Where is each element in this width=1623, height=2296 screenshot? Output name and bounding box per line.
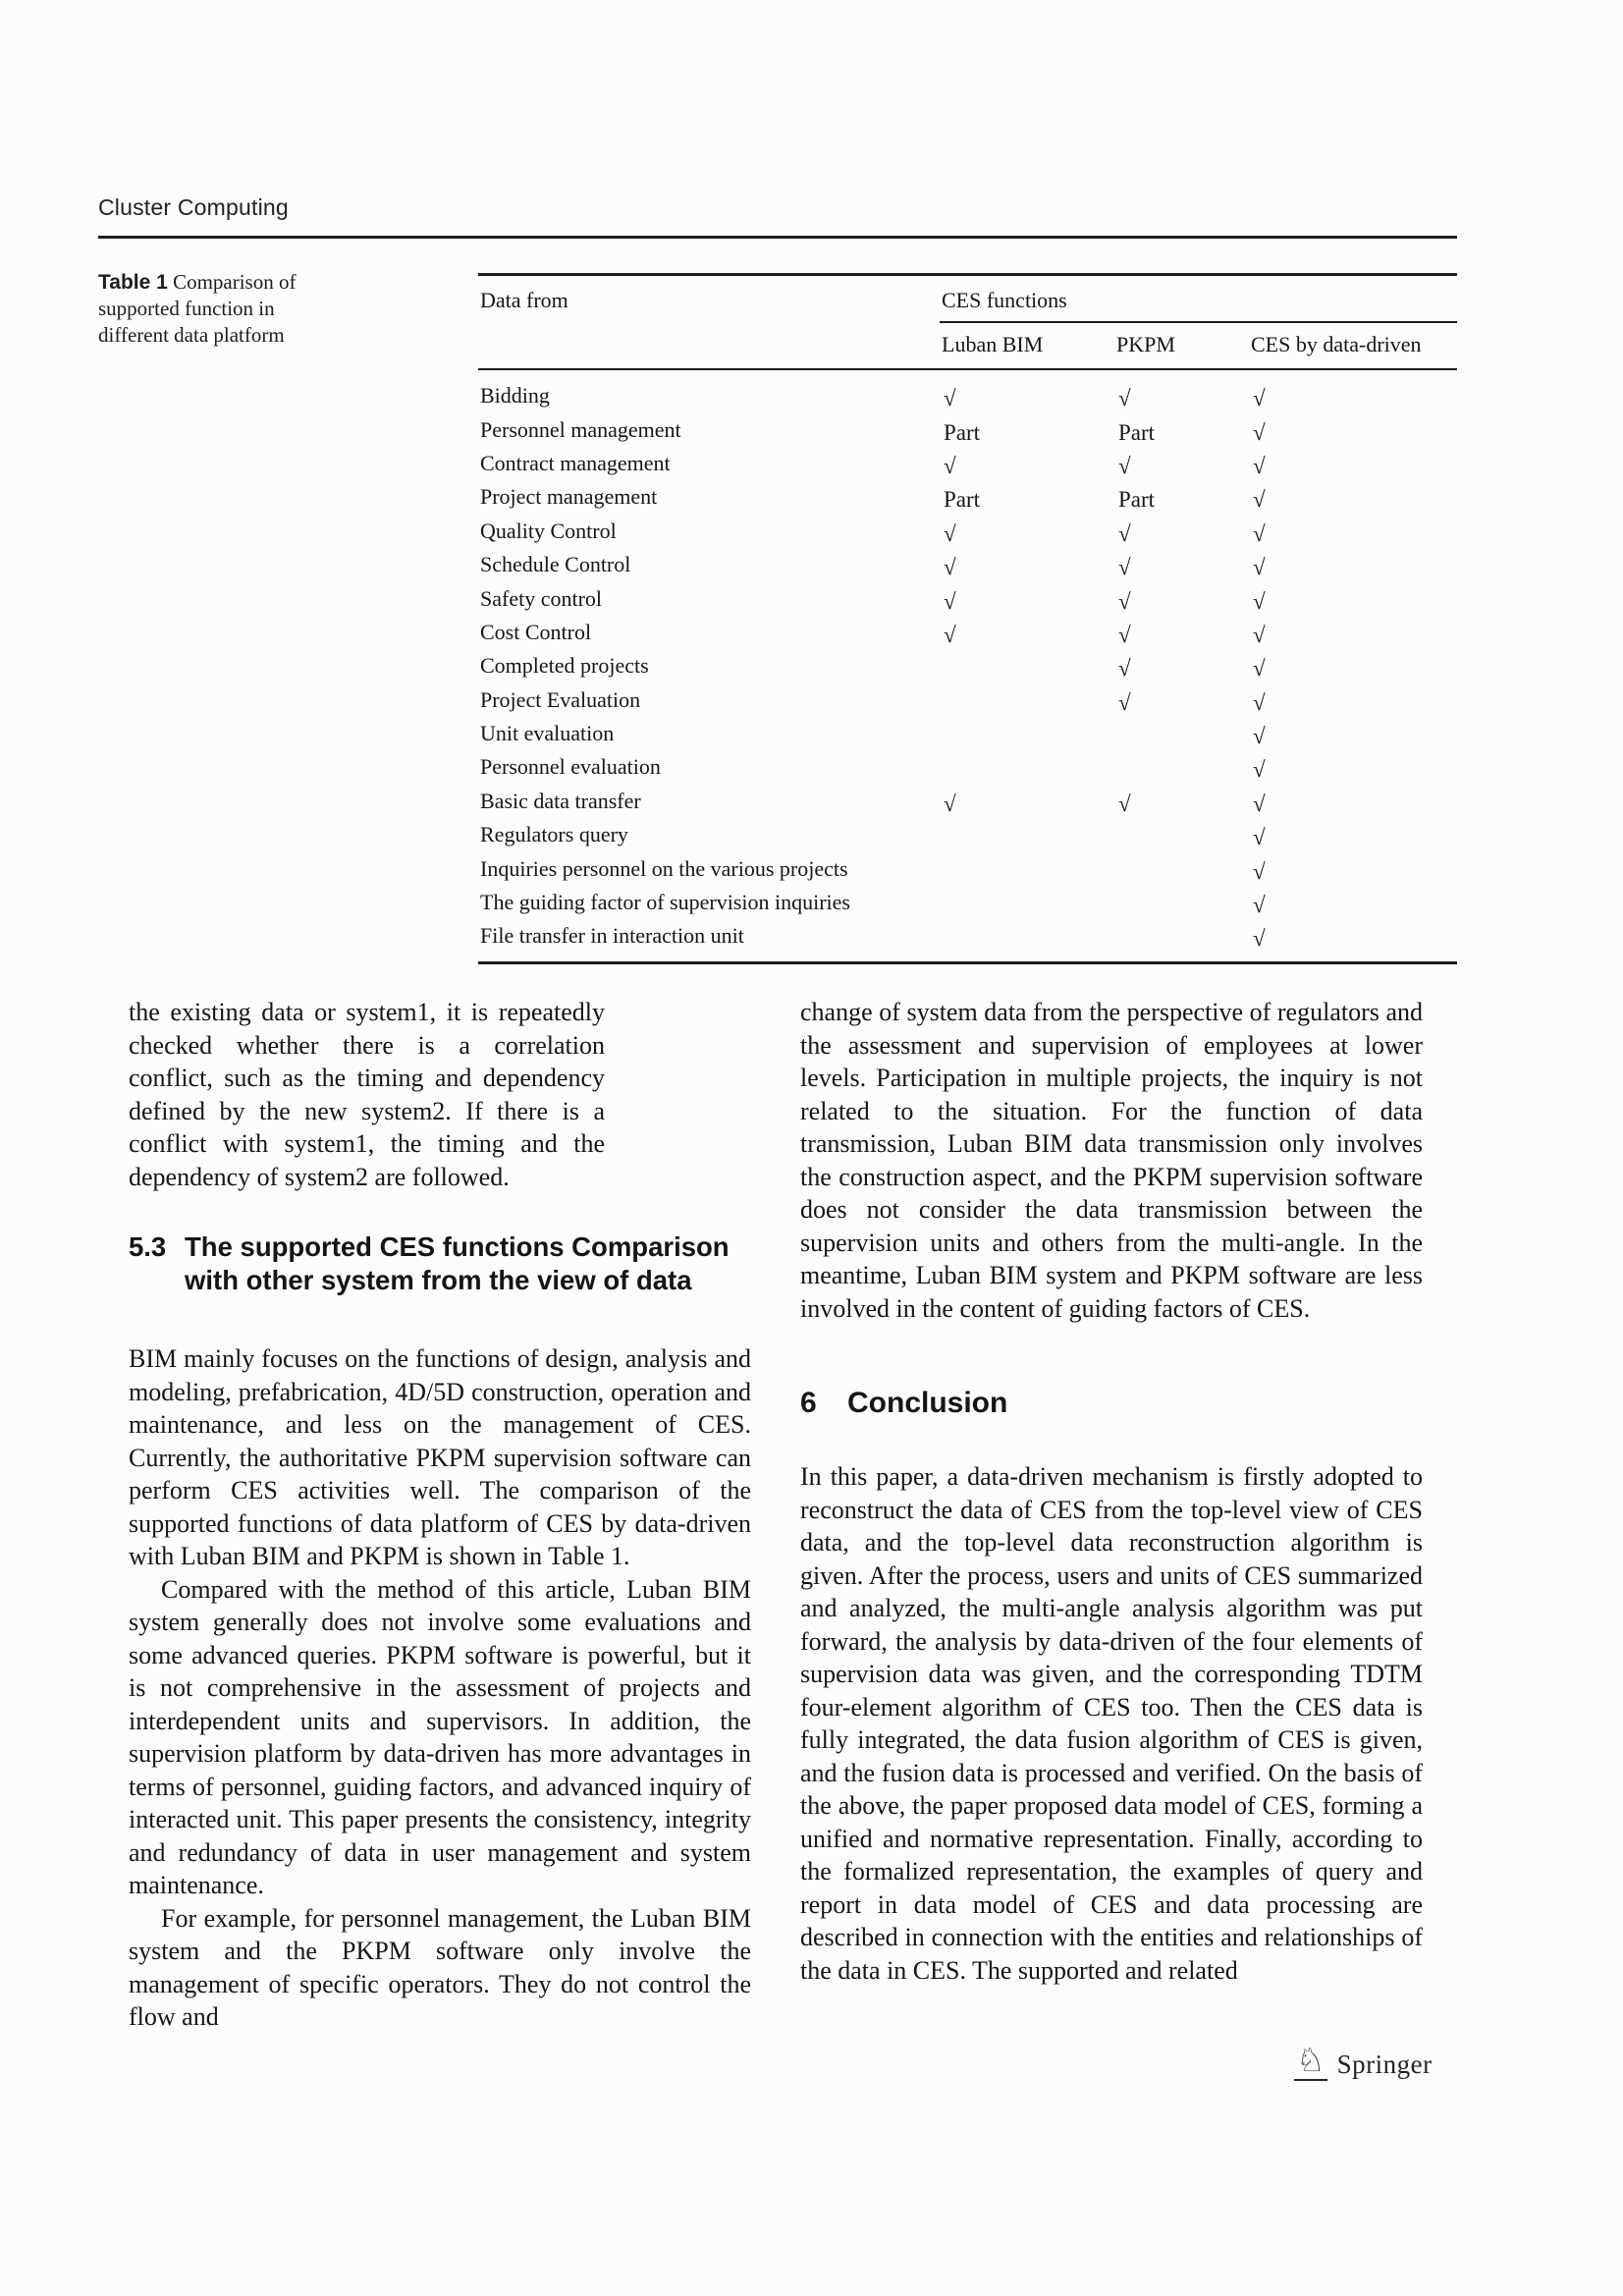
row-label: Unit evaluation bbox=[480, 721, 615, 746]
row-cell: √ bbox=[1118, 656, 1131, 682]
table-row bbox=[478, 581, 1457, 615]
table-row bbox=[478, 515, 1457, 548]
row-cell: √ bbox=[1253, 757, 1266, 783]
section-heading-conclusion bbox=[800, 1386, 1423, 1421]
section-title: The supported CES functions Comparison with other system from the view of data bbox=[185, 1231, 730, 1295]
table-row bbox=[478, 851, 1457, 885]
right-column bbox=[800, 996, 1423, 2034]
row-cell: √ bbox=[1118, 689, 1131, 715]
row-cell: √ bbox=[1118, 588, 1131, 614]
row-label: Quality Control bbox=[480, 518, 617, 543]
row-label: Personnel management bbox=[480, 416, 681, 442]
row-cell: √ bbox=[1253, 825, 1266, 850]
row-cell: √ bbox=[1253, 419, 1266, 445]
column-header-data-from: Data from bbox=[480, 288, 568, 312]
row-label: Personnel evaluation bbox=[480, 754, 661, 780]
row-cell: √ bbox=[1253, 386, 1266, 411]
table-row bbox=[478, 480, 1457, 514]
table-caption bbox=[98, 269, 314, 349]
springer-knight-icon: ♘ bbox=[1296, 2044, 1325, 2079]
publisher-name: Springer bbox=[1336, 2050, 1433, 2079]
row-label: Safety control bbox=[480, 585, 603, 611]
group-header-label: CES functions bbox=[940, 276, 1457, 323]
section-title: Conclusion bbox=[847, 1387, 1008, 1419]
paragraph: For example, for personnel management, the Luban BIM system and the PKPM software only involve the management of specific operators. They do not control the flow and bbox=[129, 1903, 751, 2031]
row-cell: √ bbox=[944, 622, 956, 647]
table-bottom-rule bbox=[478, 961, 1457, 964]
row-cell: Part bbox=[1118, 487, 1156, 513]
row-cell: √ bbox=[1253, 622, 1266, 647]
row-cell: √ bbox=[1118, 386, 1131, 411]
row-cell: √ bbox=[944, 588, 956, 614]
table-body bbox=[478, 370, 1457, 961]
table-row bbox=[478, 616, 1457, 649]
paragraph: BIM mainly focuses on the functions of design, analysis and modeling, prefabrication, 4D/5D construction, operation and maintenance, and less on the management of CES. Currently, the authoritative PKPM supervision software can perform CES activities well. The comparison of the supported functions of data platform of CES by data-driven with Luban BIM and PKPM is shown in Table 1. bbox=[129, 1344, 751, 1570]
body-text bbox=[129, 996, 1423, 2034]
table-row bbox=[478, 447, 1457, 480]
row-cell: √ bbox=[1253, 791, 1266, 816]
row-cell: √ bbox=[1118, 453, 1131, 478]
row-cell: √ bbox=[1118, 520, 1131, 546]
table-row bbox=[478, 886, 1457, 919]
row-cell: √ bbox=[1118, 555, 1131, 580]
row-label: Inquiries personnel on the various projects bbox=[480, 855, 848, 881]
section-number: 5.3 bbox=[129, 1231, 167, 1262]
column-header-luban-bim: Luban BIM bbox=[942, 332, 1044, 356]
row-cell: √ bbox=[1253, 893, 1266, 918]
row-label: Basic data transfer bbox=[480, 788, 641, 813]
row-cell: √ bbox=[1253, 858, 1266, 884]
continuation-paragraph: the existing data or system1, it is repeatedly checked whether there is a correlation conflict, such as the timing and dependency defined by the new system2. If there is a conflict with system1, the timing and the dependency of system2 are followed. bbox=[129, 998, 605, 1191]
table-row bbox=[478, 683, 1457, 717]
paragraph: Compared with the method of this article, Luban BIM system generally does not involve some evaluations and some advanced queries. PKPM software is powerful, but it is not comprehensive in the assessment of projects and interdependent units and supervisors. In addition, the supervision platform by data-driven has more advantages in terms of personnel, guiding factors, and advanced inquiry of interacted unit. This paper presents the consistency, integrity and redundancy of data in user management and system maintenance. bbox=[129, 1574, 751, 1899]
row-cell: √ bbox=[1253, 453, 1266, 478]
row-cell: √ bbox=[1118, 622, 1131, 647]
column-header-ces-data-driven: CES by data-driven bbox=[1251, 332, 1422, 356]
left-column bbox=[129, 996, 751, 2034]
row-label: Bidding bbox=[480, 383, 550, 409]
row-label: Cost Control bbox=[480, 619, 592, 644]
table-caption-label: Table 1 bbox=[98, 271, 168, 294]
row-cell: Part bbox=[944, 419, 981, 445]
table-row bbox=[478, 818, 1457, 851]
row-cell: √ bbox=[944, 453, 956, 478]
section-number: 6 bbox=[800, 1387, 817, 1419]
column-group-ces-functions bbox=[940, 276, 1457, 368]
row-cell: √ bbox=[1253, 926, 1266, 952]
table-row bbox=[478, 649, 1457, 683]
row-cell: √ bbox=[1253, 724, 1266, 749]
row-cell: √ bbox=[944, 520, 956, 546]
paragraph: change of system data from the perspective of regulators and the assessment and supervision of employees at lower levels. Participation in multiple projects, the inquiry is not related to the situation. For the function of data transmission, Luban BIM data transmission only involves the construction aspect, and the PKPM supervision software does not consider the data transmission between the supervision units and others from the multi-angle. In the meantime, Luban BIM system and PKPM software are less involved in the content of guiding factors of CES. bbox=[800, 998, 1423, 1323]
row-cell: √ bbox=[1253, 520, 1266, 546]
table-row bbox=[478, 717, 1457, 750]
row-cell: √ bbox=[1253, 487, 1266, 513]
row-label: Project Evaluation bbox=[480, 686, 641, 712]
header-rule bbox=[98, 236, 1457, 239]
section-heading-5-3 bbox=[129, 1230, 751, 1297]
row-cell: √ bbox=[1253, 588, 1266, 614]
table-row bbox=[478, 379, 1457, 412]
row-label: Contract management bbox=[480, 450, 671, 475]
row-cell: √ bbox=[1253, 656, 1266, 682]
row-label: Completed projects bbox=[480, 653, 649, 679]
table-row bbox=[478, 412, 1457, 446]
row-cell: Part bbox=[1118, 419, 1156, 445]
table-row bbox=[478, 750, 1457, 784]
row-label: Schedule Control bbox=[480, 552, 631, 577]
paragraph: In this paper, a data-driven mechanism is firstly adopted to reconstruct the data of CES from the top-level view of CES data, and the top-level data reconstruction algorithm is given. After the process, users and units of CES summarized and analyzed, the multi-angle analysis algorithm was put forward, the analysis by data-driven of the four elements of supervision data was given, and the corresponding TDTM four-element algorithm of CES too. Then the CES data is fully integrated, the data fusion algorithm of CES is given, and the fusion data is processed and verified. On the basis of the above, the paper proposed data model of CES, forming a unified and normative representation. Finally, according to the formalized representation, the examples of query and report in data model of CES and data processing are described in connection with the entities and relationships of the data in CES. The supported and related bbox=[800, 1462, 1423, 1985]
publisher-logo bbox=[1294, 2045, 1433, 2081]
row-cell: √ bbox=[944, 791, 956, 816]
table-header bbox=[478, 276, 1457, 368]
table-row bbox=[478, 548, 1457, 581]
row-cell: √ bbox=[944, 386, 956, 411]
journal-header: Cluster Computing bbox=[98, 194, 289, 220]
row-label: Regulators query bbox=[480, 822, 628, 847]
row-label: The guiding factor of supervision inquiries bbox=[480, 890, 850, 915]
comparison-table bbox=[478, 273, 1457, 964]
row-cell: √ bbox=[944, 555, 956, 580]
table-row bbox=[478, 919, 1457, 953]
table-caption-text: Comparison of supported function in different data platform bbox=[98, 270, 297, 347]
row-cell: √ bbox=[1253, 555, 1266, 580]
row-cell: √ bbox=[1253, 689, 1266, 715]
row-cell: √ bbox=[1118, 791, 1131, 816]
table-row bbox=[478, 785, 1457, 818]
row-label: Project management bbox=[480, 484, 658, 510]
row-cell: Part bbox=[944, 487, 981, 513]
column-header-pkpm: PKPM bbox=[1116, 332, 1175, 356]
row-label: File transfer in interaction unit bbox=[480, 923, 744, 949]
